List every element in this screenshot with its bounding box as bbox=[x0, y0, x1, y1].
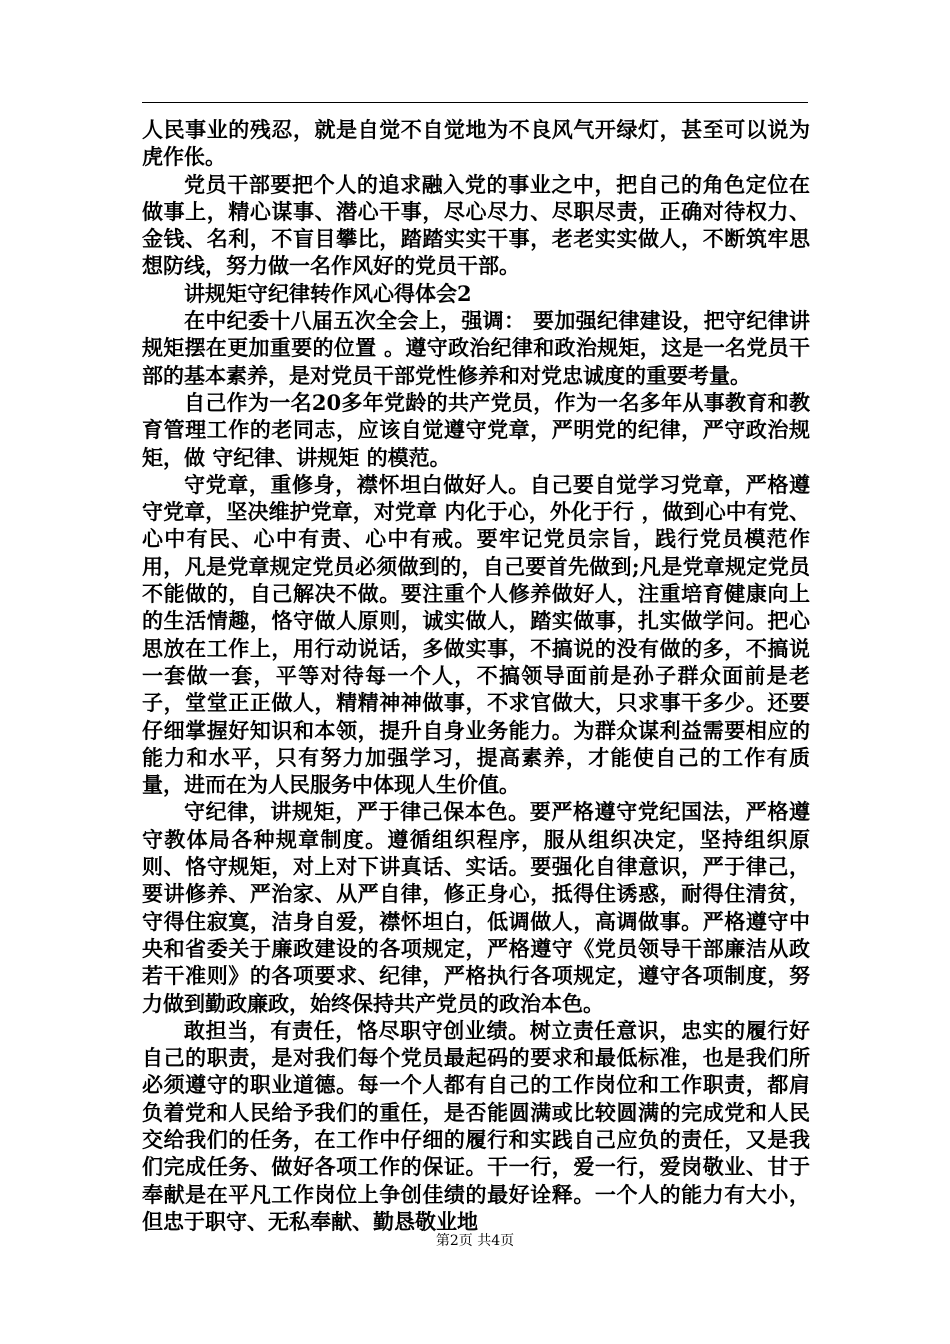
paragraph: 在中纪委十八届五次全会上，强调： 要加强纪律建设，把守纪律讲规矩摆在更加重要的位置 。遵守政治纪律和政治规矩，这是一名党员干部的基本素养，是对党员干部党性修养和对党忠诚度的重要考量。 bbox=[142, 308, 810, 388]
document-body bbox=[142, 116, 810, 1235]
paragraph: 党员干部要把个人的追求融入党的事业之中，把自己的角色定位在做事上，精心谋事、潜心干事，尽心尽力、尽职尽责，正确对待权力、金钱、名利，不盲目攀比，踏踏实实干事，老老实实做人，不断筑牢思想防线，努力做一名作风好的党员干部。 bbox=[142, 171, 810, 279]
section-title: 讲规矩守纪律转作风心得体会2 bbox=[184, 280, 472, 306]
paragraph: 守纪律，讲规矩，严于律己保本色。要严格遵守党纪国法，严格遵守教体局各种规章制度。遵循组织程序，服从组织决定，坚持组织原则、恪守规矩，对上对下讲真话、实话。要强化自律意识，严于律己，要讲修养、严治家、从严自律，修正身心，抵得住诱惑，耐得住清贫，守得住寂寞，洁身自爱，襟怀坦白，低调做人，高调做事。严格遵守中央和省委关于廉政建设的各项规定，严格遵守《党员领导干部廉洁从政若干准则》的各项要求、纪律，严格执行各项规定，遵守各项制度，努力做到勤政廉政，始终保持共产党员的政治本色。 bbox=[142, 799, 810, 1016]
paragraph: 自己作为一名20多年党龄的共产党员，作为一名多年从事教育和教育管理工作的老同志，应该自觉遵守党章，严明党的纪律，严守政治规矩，做 守纪律、讲规矩 的模范。 bbox=[142, 389, 810, 470]
page-number-footer: 第2页 共4页 bbox=[435, 1233, 515, 1249]
header-rule bbox=[142, 102, 808, 103]
paragraph: 敢担当，有责任，恪尽职守创业绩。树立责任意识，忠实的履行好自己的职责，是对我们每个党员最起码的要求和最低标准，也是我们所必须遵守的职业道德。每一个人都有自己的工作岗位和工作职责，都肩负着党和人民给予我们的重任，是否能圆满或比较圆满的完成党和人民交给我们的任务，在工作中仔细的履行和实践自己应负的责任，又是我们完成任务、做好各项工作的保证。干一行，爱一行，爱岗敬业、甘于奉献是在平凡工作岗位上争创佳绩的最好诠释。一个人的能力有大小，但忠于职守、无私奉献、勤恳敬业地 bbox=[142, 1017, 810, 1234]
paragraph: 守党章，重修身，襟怀坦白做好人。自己要自觉学习党章，严格遵守党章，坚决维护党章，对党章 内化于心，外化于行 ，做到心中有党、心中有民、心中有责、心中有戒。要牢记党员宗旨，践行党员模范作用，凡是党章规定党员必须做到的，自己要首先做到;凡是党章规定党员不能做的，自己解决不做。要注重个人修养做好人，注重培育健康向上的生活情趣，恪守做人原则，诚实做人，踏实做事，扎实做学问。把心思放在工作上，用行动说话，多做实事，不搞说的没有做的多，不搞说一套做一套，平等对待每一个人，不搞领导面前是孙子群众面前是老子，堂堂正正做人，精精神神做事，不求官做大，只求事干多少。还要仔细掌握好知识和本领，提升自身业务能力。为群众谋利益需要相应的能力和水平，只有努力加强学习，提高素养，才能使自己的工作有质量，进而在为人民服务中体现人生价值。 bbox=[142, 471, 810, 798]
paragraph-continued: 人民事业的残忍，就是自觉不自觉地为不良风气开绿灯，甚至可以说为虎作伥。 bbox=[142, 117, 810, 170]
